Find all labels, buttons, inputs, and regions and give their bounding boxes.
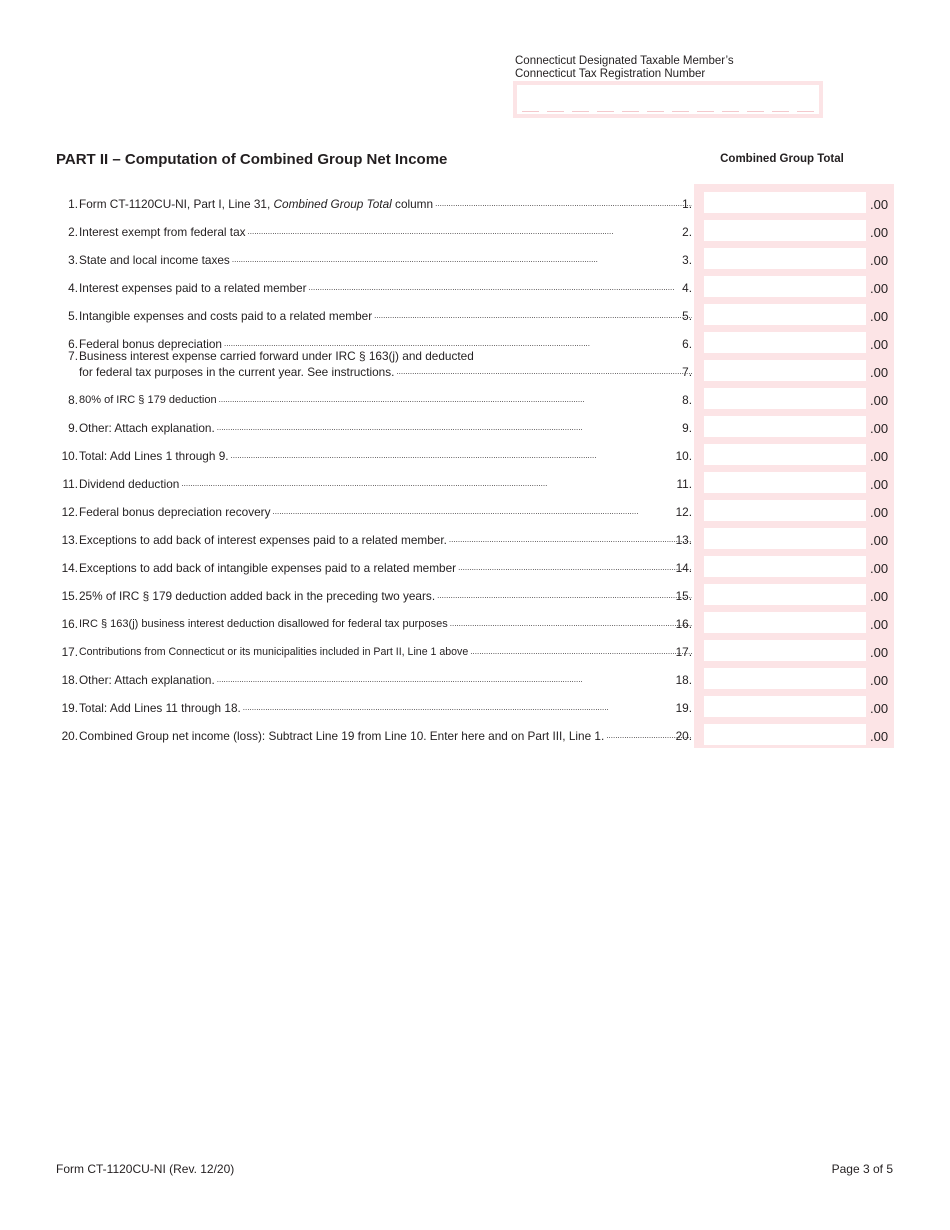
cents-label: .00 bbox=[870, 449, 889, 464]
form-line-10 bbox=[56, 440, 894, 468]
form-line-1 bbox=[56, 188, 894, 216]
line-label: State and local income taxes bbox=[79, 253, 230, 267]
form-line-17 bbox=[56, 636, 894, 664]
line-12-amount-input[interactable] bbox=[704, 500, 866, 521]
line-number: 4. bbox=[68, 281, 78, 295]
registration-digit-slot[interactable] bbox=[547, 111, 564, 112]
dot-leader bbox=[450, 615, 692, 631]
registration-digit-slot[interactable] bbox=[722, 111, 739, 112]
cents-label: .00 bbox=[870, 589, 889, 604]
line-18-amount-input[interactable] bbox=[704, 668, 866, 689]
form-line-4 bbox=[56, 272, 894, 300]
line-end-number: 13. bbox=[675, 533, 692, 547]
dot-leader bbox=[309, 279, 692, 295]
line-end-number: 18. bbox=[675, 673, 692, 687]
cents-label: .00 bbox=[870, 393, 889, 408]
form-line-7 bbox=[56, 349, 894, 384]
dot-leader bbox=[435, 195, 692, 211]
line-number: 6. bbox=[68, 337, 78, 351]
cents-label: .00 bbox=[870, 505, 889, 520]
registration-digit-slot[interactable] bbox=[672, 111, 689, 112]
line-label: Contributions from Connecticut or its municipalities included in Part II, Line 1 above bbox=[79, 646, 469, 658]
dot-leader bbox=[217, 419, 692, 435]
line-label: Exceptions to add back of intangible expenses paid to a related member bbox=[79, 561, 457, 575]
line-1-amount-input[interactable] bbox=[704, 192, 866, 213]
line-number: 14. bbox=[61, 561, 78, 575]
line-label: Business interest expense carried forward under IRC § 163(j) and deducted bbox=[79, 349, 474, 363]
line-end-number: 11. bbox=[676, 477, 692, 491]
line-number: 12. bbox=[61, 505, 78, 519]
line-label: Federal bonus depreciation bbox=[79, 337, 222, 351]
registration-label-line2: Connecticut Tax Registration Number bbox=[515, 68, 706, 80]
line-17-amount-input[interactable] bbox=[704, 640, 866, 661]
form-line-3 bbox=[56, 244, 894, 272]
form-line-8 bbox=[56, 384, 894, 412]
line-end-number: 19. bbox=[675, 701, 692, 715]
line-6-amount-input[interactable] bbox=[704, 332, 866, 353]
line-number: 17. bbox=[61, 645, 78, 659]
cents-label: .00 bbox=[870, 533, 889, 548]
line-number: 18. bbox=[61, 673, 78, 687]
line-end-number: 12. bbox=[675, 505, 692, 519]
line-number: 20. bbox=[61, 729, 78, 743]
cents-label: .00 bbox=[870, 225, 889, 240]
dot-leader bbox=[217, 671, 692, 687]
page-number: Page 3 of 5 bbox=[831, 1162, 893, 1176]
cents-label: .00 bbox=[870, 421, 889, 436]
line-number: 10. bbox=[61, 449, 78, 463]
registration-label bbox=[515, 55, 734, 81]
cents-label: .00 bbox=[870, 197, 889, 212]
line-number: 13. bbox=[61, 533, 78, 547]
line-4-amount-input[interactable] bbox=[704, 276, 866, 297]
cents-label: .00 bbox=[870, 701, 889, 716]
dot-leader bbox=[243, 699, 692, 715]
line-number: 2. bbox=[68, 225, 78, 239]
form-line-18 bbox=[56, 664, 894, 692]
line-20-amount-input[interactable] bbox=[704, 724, 866, 745]
cents-label: .00 bbox=[870, 673, 889, 688]
line-3-amount-input[interactable] bbox=[704, 248, 866, 269]
line-label: Interest expenses paid to a related member bbox=[79, 281, 307, 295]
line-10-amount-input[interactable] bbox=[704, 444, 866, 465]
line-number: 3. bbox=[68, 253, 78, 267]
line-end-number: 3. bbox=[682, 253, 692, 267]
form-line-19 bbox=[56, 692, 894, 720]
dot-leader bbox=[231, 447, 692, 463]
line-end-number: 14. bbox=[675, 561, 692, 575]
cents-label: .00 bbox=[870, 281, 889, 296]
cents-label: .00 bbox=[870, 309, 889, 324]
registration-digit-slot[interactable] bbox=[747, 111, 764, 112]
line-number: 19. bbox=[61, 701, 78, 715]
registration-digit-slot[interactable] bbox=[772, 111, 789, 112]
registration-digit-slot[interactable] bbox=[622, 111, 639, 112]
line-14-amount-input[interactable] bbox=[704, 556, 866, 577]
form-line-11 bbox=[56, 468, 894, 496]
line-9-amount-input[interactable] bbox=[704, 416, 866, 437]
line-label: Total: Add Lines 1 through 9. bbox=[79, 449, 229, 463]
line-number: 16. bbox=[61, 617, 78, 631]
line-number: 11. bbox=[62, 477, 78, 491]
line-end-number: 15. bbox=[675, 589, 692, 603]
dot-leader bbox=[374, 307, 692, 323]
line-16-amount-input[interactable] bbox=[704, 612, 866, 633]
line-end-number: 10. bbox=[675, 449, 692, 463]
line-label: IRC § 163(j) business interest deduction disallowed for federal tax purposes bbox=[79, 618, 448, 630]
line-number: 1. bbox=[68, 197, 78, 211]
cents-label: .00 bbox=[870, 253, 889, 268]
dot-leader bbox=[449, 531, 692, 547]
line-11-amount-input[interactable] bbox=[704, 472, 866, 493]
column-header: Combined Group Total bbox=[720, 153, 844, 165]
form-line-12 bbox=[56, 496, 894, 524]
cents-label: .00 bbox=[870, 617, 889, 632]
dot-leader bbox=[248, 223, 692, 239]
registration-digit-slot[interactable] bbox=[572, 111, 589, 112]
line-7-amount-input[interactable] bbox=[704, 360, 866, 381]
form-line-14 bbox=[56, 552, 894, 580]
form-line-20 bbox=[56, 720, 894, 748]
line-number: 5. bbox=[68, 309, 78, 323]
line-end-number: 16. bbox=[675, 617, 692, 631]
cents-label: .00 bbox=[870, 365, 889, 380]
line-2-amount-input[interactable] bbox=[704, 220, 866, 241]
line-number: 7. bbox=[68, 349, 78, 363]
registration-number-box[interactable] bbox=[513, 81, 823, 118]
line-label: Interest exempt from federal tax bbox=[79, 225, 246, 239]
line-end-number: 20. bbox=[675, 729, 692, 743]
line-label: Form CT-1120CU-NI, Part I, Line 31, Combined Group Total column bbox=[79, 197, 434, 211]
line-label: 80% of IRC § 179 deduction bbox=[79, 394, 217, 406]
line-end-number: 1. bbox=[682, 197, 692, 211]
line-label: Other: Attach explanation. bbox=[79, 421, 215, 435]
part-title: PART II – Computation of Combined Group Net Income bbox=[56, 151, 448, 168]
line-label: Dividend deduction bbox=[79, 477, 180, 491]
line-label: Federal bonus depreciation recovery bbox=[79, 505, 271, 519]
line-label: Intangible expenses and costs paid to a related member bbox=[79, 309, 373, 323]
dot-leader bbox=[396, 363, 692, 379]
line-13-amount-input[interactable] bbox=[704, 528, 866, 549]
line-end-number: 17. bbox=[675, 645, 692, 659]
line-end-number: 8. bbox=[682, 393, 692, 407]
line-number: 15. bbox=[61, 589, 78, 603]
form-id-footer: Form CT-1120CU-NI (Rev. 12/20) bbox=[56, 1162, 235, 1176]
line-label: Combined Group net income (loss): Subtract Line 19 from Line 10. Enter here and on Part III, Line 1. bbox=[79, 729, 605, 743]
form-line-15 bbox=[56, 580, 894, 608]
registration-label-line1: Connecticut Designated Taxable Member’s bbox=[515, 55, 734, 67]
line-8-amount-input[interactable] bbox=[704, 388, 866, 409]
line-end-number: 5. bbox=[682, 309, 692, 323]
form-line-13 bbox=[56, 524, 894, 552]
line-number: 8. bbox=[68, 393, 78, 407]
cents-label: .00 bbox=[870, 645, 889, 660]
line-end-number: 2. bbox=[682, 225, 692, 239]
dot-leader bbox=[232, 251, 692, 267]
registration-digit-slot[interactable] bbox=[597, 111, 614, 112]
cents-label: .00 bbox=[870, 561, 889, 576]
line-5-amount-input[interactable] bbox=[704, 304, 866, 325]
form-line-2 bbox=[56, 216, 894, 244]
dot-leader bbox=[181, 475, 692, 491]
line-label-continuation: for federal tax purposes in the current year. See instructions. bbox=[79, 365, 395, 379]
registration-digit-slot[interactable] bbox=[697, 111, 714, 112]
form-line-5 bbox=[56, 300, 894, 328]
registration-digit-slot[interactable] bbox=[522, 111, 539, 112]
line-15-amount-input[interactable] bbox=[704, 584, 866, 605]
registration-number-field[interactable] bbox=[517, 85, 819, 114]
cents-label: .00 bbox=[870, 477, 889, 492]
line-19-amount-input[interactable] bbox=[704, 696, 866, 717]
cents-label: .00 bbox=[870, 337, 889, 352]
line-label: Exceptions to add back of interest expenses paid to a related member. bbox=[79, 533, 447, 547]
line-label: Other: Attach explanation. bbox=[79, 673, 215, 687]
cents-label: .00 bbox=[870, 729, 889, 744]
form-line-16 bbox=[56, 608, 894, 636]
dot-leader bbox=[437, 587, 692, 603]
line-end-number: 6. bbox=[682, 337, 692, 351]
line-number: 9. bbox=[68, 421, 78, 435]
dot-leader bbox=[219, 391, 692, 407]
form-line-9 bbox=[56, 412, 894, 440]
line-label: Total: Add Lines 11 through 18. bbox=[79, 701, 241, 715]
dot-leader bbox=[272, 503, 692, 519]
dot-leader bbox=[470, 643, 692, 659]
dot-leader bbox=[458, 559, 692, 575]
line-label: 25% of IRC § 179 deduction added back in the preceding two years. bbox=[79, 589, 436, 603]
registration-digit-slot[interactable] bbox=[647, 111, 664, 112]
line-end-number: 7. bbox=[682, 365, 692, 379]
line-end-number: 9. bbox=[682, 421, 692, 435]
registration-digit-slot[interactable] bbox=[797, 111, 814, 112]
line-end-number: 4. bbox=[682, 281, 692, 295]
